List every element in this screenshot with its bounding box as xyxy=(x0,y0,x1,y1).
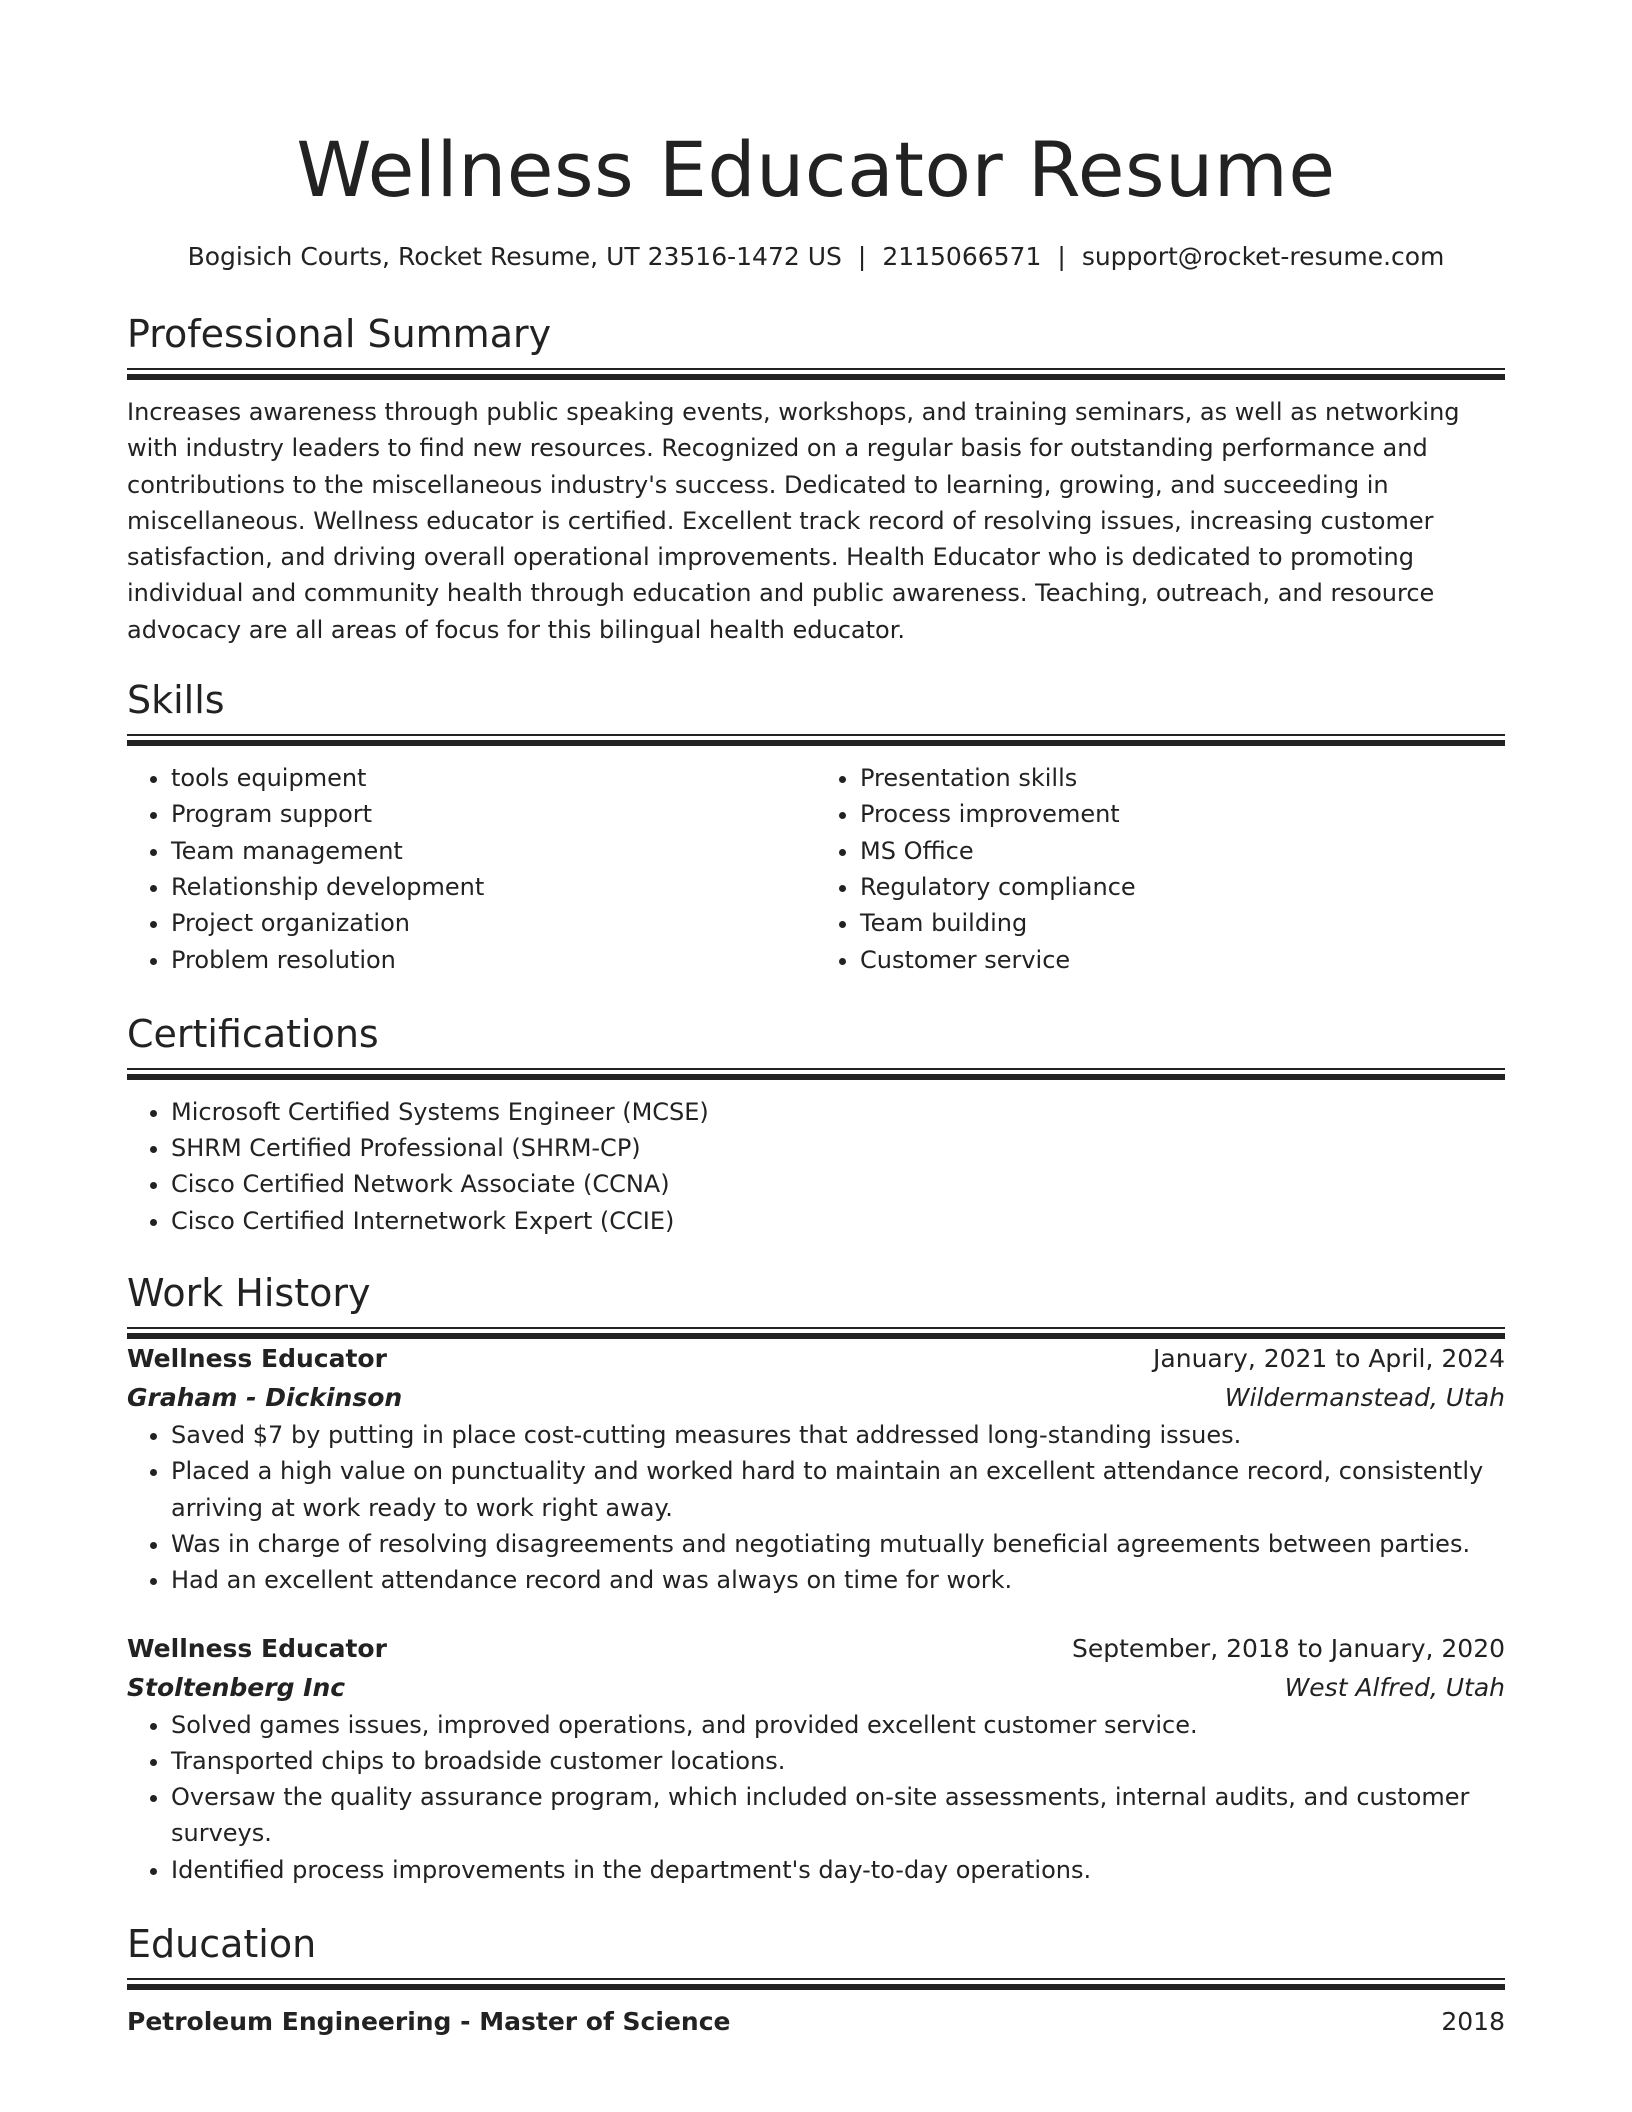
skill-item: • Team management xyxy=(171,833,816,869)
job-bullet: • Solved games issues, improved operations, and provided excellent customer service. xyxy=(171,1707,1505,1743)
job-location: Wildermanstead, Utah xyxy=(1224,1383,1505,1413)
summary-heading: Professional Summary xyxy=(127,312,552,356)
education-degree: Petroleum Engineering - Master of Science xyxy=(127,2007,731,2037)
job-header-row xyxy=(127,1339,1505,1378)
education-year: 2018 xyxy=(1441,2007,1505,2037)
job-company: Stoltenberg Inc xyxy=(127,1672,346,1702)
skill-item: • MS Office xyxy=(860,833,1505,869)
job-title: Wellness Educator xyxy=(127,1633,387,1663)
skills-list-right xyxy=(816,760,1505,978)
certifications-section xyxy=(127,1010,1505,1239)
contact-address: Bogisich Courts, Rocket Resume, UT 23516-1472 US xyxy=(187,242,842,271)
job-title: Wellness Educator xyxy=(127,1344,387,1374)
section-divider xyxy=(127,1068,1505,1080)
skill-item: • Team building xyxy=(860,905,1505,941)
job-bullet-list xyxy=(127,1417,1505,1598)
contact-email: support@rocket-resume.com xyxy=(1081,242,1445,271)
job-header-row xyxy=(127,1629,1505,1668)
skill-item: • Presentation skills xyxy=(860,760,1505,796)
skill-item: • Regulatory compliance xyxy=(860,869,1505,905)
skill-item: • Project organization xyxy=(171,905,816,941)
skill-item: • Relationship development xyxy=(171,869,816,905)
job-entry xyxy=(127,1339,1505,1598)
education-heading: Education xyxy=(127,1922,317,1967)
job-bullet: • Was in charge of resolving disagreements and negotiating mutually beneficial agreements between parties. xyxy=(171,1526,1505,1562)
education-row xyxy=(127,2002,1505,2041)
certifications-heading: Certifications xyxy=(127,1011,379,1056)
skills-list-left xyxy=(127,760,816,978)
certification-item: • Cisco Certified Network Associate (CCNA) xyxy=(171,1166,1505,1202)
contact-separator: | xyxy=(857,242,867,271)
resume-title: Wellness Educator Resume xyxy=(296,125,1336,214)
job-entry xyxy=(127,1629,1505,1888)
contact-separator: | xyxy=(1057,242,1066,271)
job-bullet: • Identified process improvements in the department's day-to-day operations. xyxy=(171,1852,1505,1888)
job-bullet: • Placed a high value on punctuality and worked hard to maintain an excellent attendance record, consistently arriving at work ready to work right away. xyxy=(171,1453,1505,1526)
skills-section xyxy=(127,676,1505,978)
job-bullet: • Transported chips to broadside customer locations. xyxy=(171,1743,1505,1779)
job-company: Graham - Dickinson xyxy=(127,1383,403,1413)
skill-item: • Problem resolution xyxy=(171,942,816,978)
section-divider xyxy=(127,368,1505,380)
skills-grid xyxy=(127,760,1505,978)
job-bullet-list xyxy=(127,1707,1505,1888)
summary-section xyxy=(127,310,1505,648)
job-company-row xyxy=(127,1378,1505,1417)
skill-item: • Program support xyxy=(171,796,816,832)
skills-heading: Skills xyxy=(127,678,225,723)
certification-item: • Cisco Certified Internetwork Expert (CCIE) xyxy=(171,1203,1505,1239)
section-divider xyxy=(127,1327,1505,1339)
job-company-row xyxy=(127,1668,1505,1707)
job-bullet: • Saved $7 by putting in place cost-cutting measures that addressed long-standing issues. xyxy=(171,1417,1505,1453)
contact-phone: 2115066571 xyxy=(882,242,1042,271)
certification-item: • SHRM Certified Professional (SHRM-CP) xyxy=(171,1130,1505,1166)
skill-item: • Process improvement xyxy=(860,796,1505,832)
certification-item: • Microsoft Certified Systems Engineer (MCSE) xyxy=(171,1094,1505,1130)
job-dates: January, 2021 to April, 2024 xyxy=(1153,1344,1505,1374)
contact-line xyxy=(127,240,1505,274)
education-section xyxy=(127,1920,1505,2041)
job-location: West Alfred, Utah xyxy=(1284,1672,1505,1702)
skill-item: • tools equipment xyxy=(171,760,816,796)
certifications-list xyxy=(127,1094,1505,1239)
section-divider xyxy=(127,1978,1505,1990)
work-history-heading: Work History xyxy=(127,1271,371,1316)
skill-item: • Customer service xyxy=(860,942,1505,978)
job-bullet: • Had an excellent attendance record and was always on time for work. xyxy=(171,1562,1505,1598)
section-divider xyxy=(127,734,1505,746)
job-dates: September, 2018 to January, 2020 xyxy=(1072,1633,1505,1663)
work-history-section xyxy=(127,1269,1505,1888)
job-bullet: • Oversaw the quality assurance program, which included on-site assessments, internal audits, and customer surveys. xyxy=(171,1779,1505,1852)
summary-text: Increases awareness through public speaking events, workshops, and training seminars, as well as networking with industry leaders to find new resources. Recognized on a regular basis for outstanding performance and contributions to the miscellaneous industry's success. Dedicated to learning, growing, and succeeding in miscellaneous. Wellness educator is certified. Excellent track record of resolving issues, increasing customer satisfaction, and driving overall operational improvements. Health Educator who is dedicated to promoting individual and community health through education and public awareness. Teaching, outreach, and resource advocacy are all areas of focus for this bilingual health educator. xyxy=(127,398,1460,644)
